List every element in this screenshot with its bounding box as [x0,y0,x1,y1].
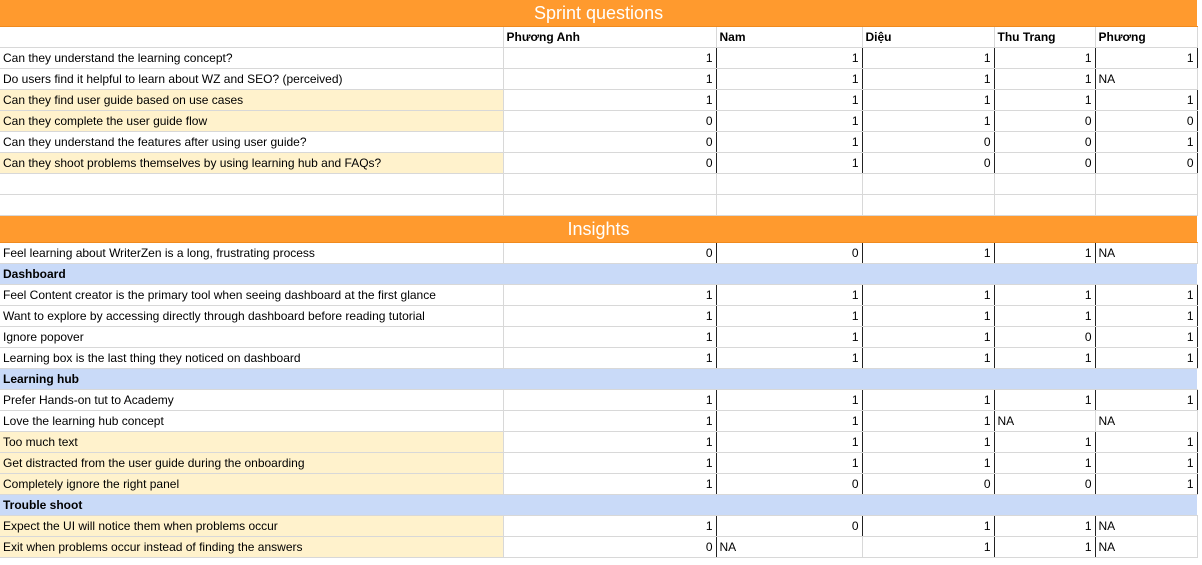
value-cell[interactable]: 1 [994,390,1095,411]
value-cell[interactable]: NA [1095,516,1197,537]
insights-title[interactable]: Insights [0,216,1197,243]
value-cell[interactable]: 1 [862,453,994,474]
value-cell[interactable]: 1 [716,348,862,369]
empty-row [0,195,1197,216]
value-cell[interactable]: 1 [716,327,862,348]
value-cell[interactable]: 0 [716,243,862,264]
value-cell[interactable]: 1 [862,348,994,369]
value-cell[interactable]: 1 [862,90,994,111]
value-cell[interactable]: 1 [994,516,1095,537]
table-row [0,474,1197,495]
value-cell[interactable]: 1 [716,390,862,411]
empty-cell[interactable] [716,195,862,216]
value-cell[interactable]: 1 [862,432,994,453]
column-header[interactable]: Phương Anh [503,27,716,48]
empty-cell[interactable] [503,195,716,216]
table-row [0,243,1197,264]
value-cell[interactable]: NA [1095,243,1197,264]
value-cell[interactable]: 0 [1095,111,1197,132]
value-cell[interactable]: 1 [1095,453,1197,474]
table-row [0,432,1197,453]
value-cell[interactable]: 0 [716,474,862,495]
value-cell[interactable]: 0 [503,243,716,264]
section-header-row [0,495,1197,516]
question-cell[interactable]: Learning box is the last thing they noticed on dashboard [0,348,503,369]
table-row [0,390,1197,411]
value-cell[interactable]: 1 [994,69,1095,90]
value-cell[interactable]: 1 [716,411,862,432]
question-cell[interactable]: Can they understand the features after using user guide? [0,132,503,153]
value-cell[interactable]: 0 [503,537,716,558]
value-cell[interactable]: NA [716,537,862,558]
value-cell[interactable]: 1 [994,306,1095,327]
value-cell[interactable]: NA [1095,411,1197,432]
section-header[interactable]: Trouble shoot [0,495,1197,516]
value-cell[interactable]: 1 [716,153,862,174]
value-cell[interactable]: 1 [716,48,862,69]
table-row [0,537,1197,558]
value-cell[interactable]: 1 [1095,432,1197,453]
empty-row [0,174,1197,195]
table-row [0,453,1197,474]
empty-cell[interactable] [994,174,1095,195]
value-cell[interactable]: 0 [503,153,716,174]
table-row [0,327,1197,348]
question-cell[interactable]: Prefer Hands-on tut to Academy [0,390,503,411]
value-cell[interactable]: 1 [503,285,716,306]
value-cell[interactable]: 1 [994,243,1095,264]
question-cell[interactable]: Do users find it helpful to learn about WZ and SEO? (perceived) [0,69,503,90]
value-cell[interactable]: 1 [862,48,994,69]
empty-cell[interactable] [994,195,1095,216]
section-header[interactable]: Learning hub [0,369,1197,390]
table-row [0,90,1197,111]
section-header[interactable]: Dashboard [0,264,1197,285]
value-cell[interactable]: 1 [716,69,862,90]
sprint-questions-title[interactable]: Sprint questions [0,0,1197,27]
value-cell[interactable]: 1 [503,432,716,453]
table-row [0,411,1197,432]
value-cell[interactable]: 0 [503,111,716,132]
value-cell[interactable]: 1 [716,285,862,306]
value-cell[interactable]: 1 [862,111,994,132]
empty-cell[interactable] [0,195,503,216]
value-cell[interactable]: 0 [503,132,716,153]
table-row [0,48,1197,69]
value-cell[interactable]: 1 [994,348,1095,369]
value-cell[interactable]: NA [994,411,1095,432]
value-cell[interactable]: NA [1095,537,1197,558]
value-cell[interactable]: 1 [862,243,994,264]
insights-title-row [0,216,1197,243]
question-cell[interactable]: Feel learning about WriterZen is a long, frustrating process [0,243,503,264]
value-cell[interactable]: 1 [503,327,716,348]
value-cell[interactable]: 1 [503,348,716,369]
value-cell[interactable]: 1 [716,111,862,132]
value-cell[interactable]: 1 [503,306,716,327]
value-cell[interactable]: 1 [503,516,716,537]
value-cell[interactable]: 1 [862,411,994,432]
value-cell[interactable]: 0 [994,153,1095,174]
value-cell[interactable]: 1 [503,90,716,111]
question-cell[interactable]: Ignore popover [0,327,503,348]
value-cell[interactable]: 0 [994,111,1095,132]
empty-cell[interactable] [503,174,716,195]
value-cell[interactable]: 1 [862,516,994,537]
value-cell[interactable]: 0 [716,516,862,537]
value-cell[interactable]: 1 [1095,90,1197,111]
question-cell[interactable]: Completely ignore the right panel [0,474,503,495]
value-cell[interactable]: NA [1095,69,1197,90]
question-cell[interactable]: Can they shoot problems themselves by using learning hub and FAQs? [0,153,503,174]
table-row [0,132,1197,153]
header-empty-cell[interactable] [0,27,503,48]
value-cell[interactable]: 1 [716,432,862,453]
value-cell[interactable]: 1 [503,411,716,432]
question-cell[interactable]: Get distracted from the user guide during the onboarding [0,453,503,474]
empty-cell[interactable] [1095,174,1197,195]
value-cell[interactable]: 0 [1095,153,1197,174]
value-cell[interactable]: 1 [716,132,862,153]
value-cell[interactable]: 1 [862,537,994,558]
value-cell[interactable]: 1 [994,285,1095,306]
value-cell[interactable]: 1 [994,453,1095,474]
question-cell[interactable]: Love the learning hub concept [0,411,503,432]
value-cell[interactable]: 1 [1095,474,1197,495]
value-cell[interactable]: 1 [716,453,862,474]
value-cell[interactable]: 1 [862,285,994,306]
value-cell[interactable]: 1 [1095,327,1197,348]
column-header[interactable]: Thu Trang [994,27,1095,48]
value-cell[interactable]: 1 [1095,285,1197,306]
empty-cell[interactable] [862,174,994,195]
question-cell[interactable]: Can they understand the learning concept? [0,48,503,69]
value-cell[interactable]: 1 [1095,390,1197,411]
question-cell[interactable]: Can they complete the user guide flow [0,111,503,132]
empty-cell[interactable] [1095,195,1197,216]
value-cell[interactable]: 1 [1095,132,1197,153]
column-header[interactable]: Phương [1095,27,1197,48]
value-cell[interactable]: 1 [503,69,716,90]
question-cell[interactable]: Exit when problems occur instead of finding the answers [0,537,503,558]
value-cell[interactable]: 1 [862,306,994,327]
question-cell[interactable]: Expect the UI will notice them when problems occur [0,516,503,537]
question-cell[interactable]: Too much text [0,432,503,453]
value-cell[interactable]: 1 [1095,48,1197,69]
column-header[interactable]: Diệu [862,27,994,48]
value-cell[interactable]: 1 [1095,348,1197,369]
empty-cell[interactable] [716,174,862,195]
section-header-row [0,369,1197,390]
table-row [0,153,1197,174]
table-row [0,285,1197,306]
header-row [0,27,1197,48]
table-row [0,111,1197,132]
value-cell[interactable]: 1 [862,327,994,348]
column-header[interactable]: Nam [716,27,862,48]
table-row [0,306,1197,327]
value-cell[interactable]: 1 [994,537,1095,558]
section-header-row [0,264,1197,285]
value-cell[interactable]: 1 [716,90,862,111]
table-row [0,69,1197,90]
value-cell[interactable]: 1 [503,474,716,495]
value-cell[interactable]: 1 [862,390,994,411]
value-cell[interactable]: 1 [1095,306,1197,327]
question-cell[interactable]: Want to explore by accessing directly through dashboard before reading tutorial [0,306,503,327]
value-cell[interactable]: 0 [994,132,1095,153]
empty-cell[interactable] [862,195,994,216]
value-cell[interactable]: 0 [862,132,994,153]
value-cell[interactable]: 1 [503,390,716,411]
question-cell[interactable]: Can they find user guide based on use cases [0,90,503,111]
value-cell[interactable]: 1 [862,69,994,90]
value-cell[interactable]: 1 [994,432,1095,453]
table-row [0,516,1197,537]
value-cell[interactable]: 1 [716,306,862,327]
value-cell[interactable]: 1 [994,90,1095,111]
table-row [0,348,1197,369]
value-cell[interactable]: 1 [994,48,1095,69]
value-cell[interactable]: 0 [994,474,1095,495]
value-cell[interactable]: 1 [503,453,716,474]
value-cell[interactable]: 0 [994,327,1095,348]
value-cell[interactable]: 0 [862,153,994,174]
value-cell[interactable]: 1 [503,48,716,69]
question-cell[interactable]: Feel Content creator is the primary tool when seeing dashboard at the first glance [0,285,503,306]
empty-cell[interactable] [0,174,503,195]
sprint-questions-title-row [0,0,1197,27]
value-cell[interactable]: 0 [862,474,994,495]
